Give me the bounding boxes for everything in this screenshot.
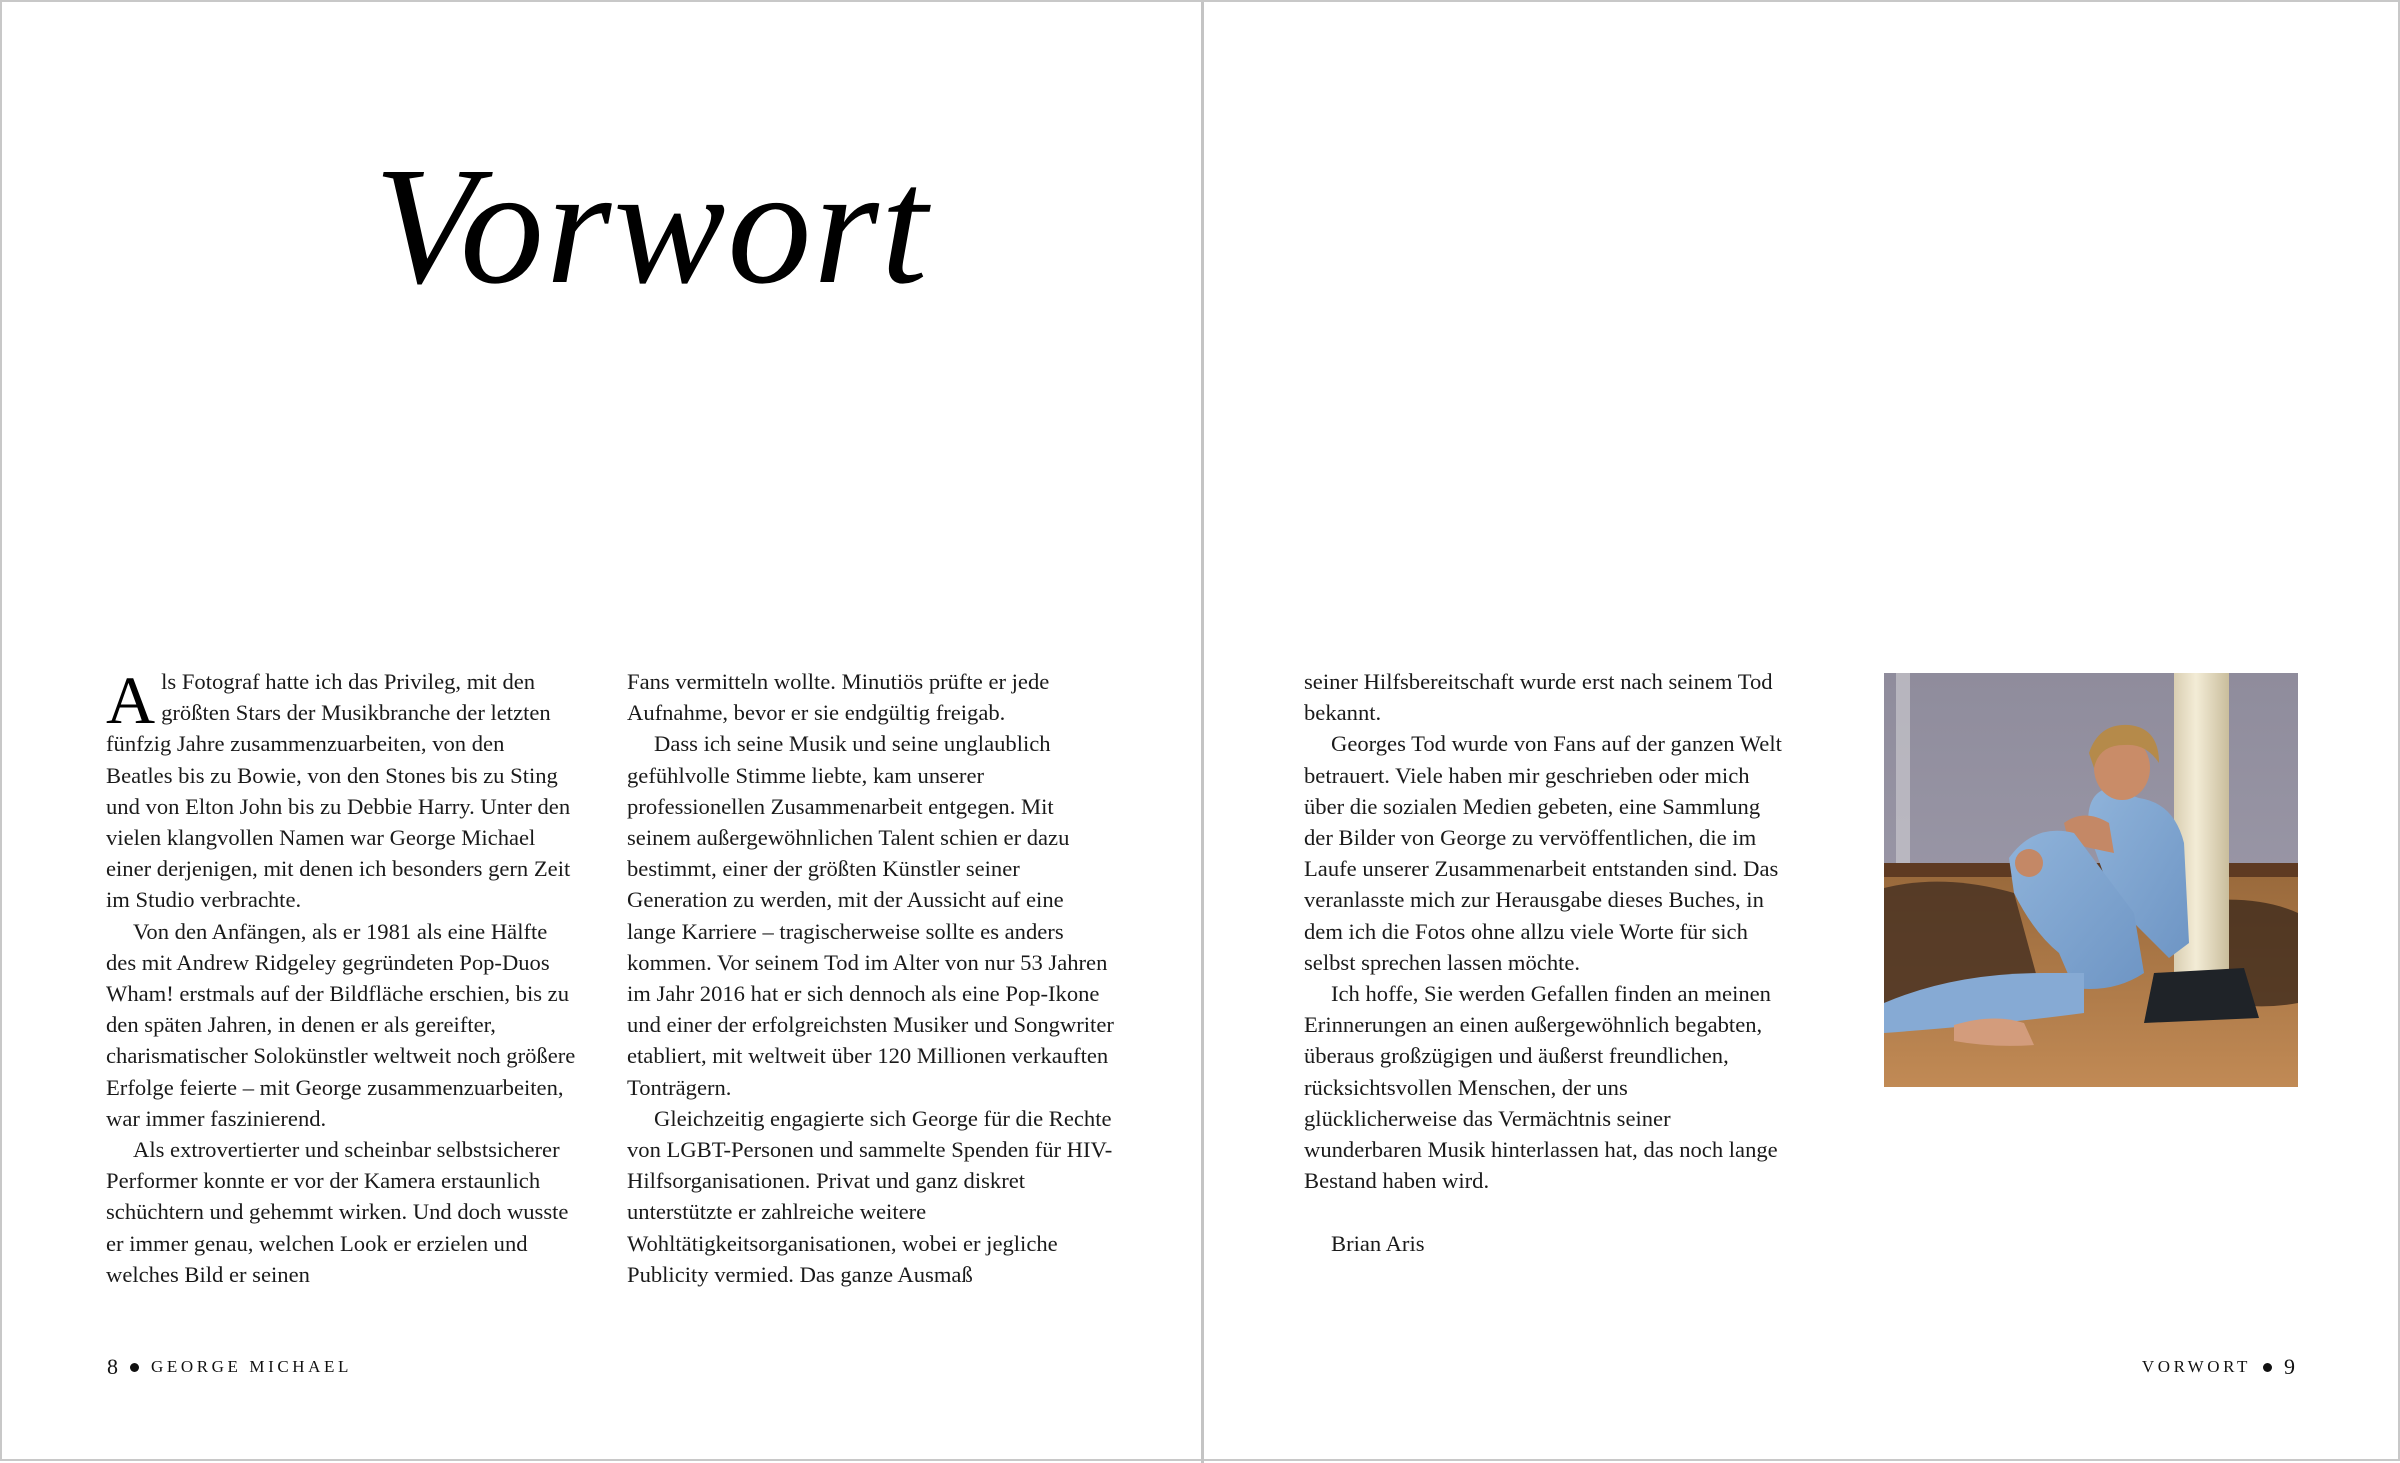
photo-illustration	[1884, 673, 2298, 1087]
folio-left	[107, 1354, 352, 1380]
page-number: 9	[2284, 1354, 2295, 1379]
paragraph: Ich hoffe, Sie werden Gefallen finden an meinen Erinnerungen an einen außergewöhnlich begabten, überaus großzügigen und äußerst freundlichen, rücksichtsvollen Menschen, der uns glücklicherweise das Vermächtnis seiner wunderbaren Musik hinterlassen hat, das noch lange Bestand haben wird.	[1304, 981, 1778, 1194]
paragraph: seiner Hilfsbereitschaft wurde erst nach seinem Tod bekannt.	[1304, 669, 1773, 726]
left-page	[2, 2, 1201, 1463]
paragraph: Fans vermitteln wollte. Minutiös prüfte er jede Aufnahme, bevor er sie endgültig freigab.	[627, 669, 1050, 726]
drop-cap: A	[106, 662, 156, 738]
portrait-photo	[1884, 673, 2298, 1087]
paragraph: Als Fotograf hatte ich das Privileg, mit den größten Stars der Musikbranche der letzten fünfzig Jahre zusammenzuarbeiten, von den Beatles bis zu Bowie, von den Stones bis zu Sting und von Elton John bis zu Debbie Harry. Unter den vielen klangvollen Namen war George Michael einer derjenigen, mit denen ich besonders gern Zeit im Studio verbrachte.	[106, 662, 571, 913]
bullet-icon	[2263, 1363, 2272, 1372]
running-head: VORWORT	[2141, 1357, 2251, 1376]
text-column-1	[106, 662, 576, 1290]
author-signature: Brian Aris	[1331, 1230, 1425, 1256]
chapter-title: Vorwort	[374, 133, 930, 319]
bullet-icon	[130, 1363, 139, 1372]
text-column-3	[1304, 666, 1784, 1259]
paragraph: Georges Tod wurde von Fans auf der ganzen Welt betrauert. Viele haben mir geschrieben oder mich über die sozialen Medien gebeten, eine Sammlung der Bilder von George zu vervöffentlichen, die im Laufe unserer Zusammenarbeit entstanden sind. Das veranlasste mich zur Herausgabe dieses Buches, in dem ich die Fotos ohne allzu viele Worte für sich selbst sprechen lassen möchte.	[1304, 731, 1782, 975]
text-column-2	[627, 666, 1117, 1290]
folio-right	[2142, 1354, 2295, 1380]
paragraph: Gleichzeitig engagierte sich George für die Rechte von LGBT-Personen und sammelte Spenden für HIV-Hilfsorganisationen. Privat und ganz diskret unterstützte er zahlreiche weitere Wohltätigkeitsorganisationen, wobei er jegliche Publicity vermied. Das ganze Ausmaß	[627, 1105, 1113, 1287]
paragraph: Als extrovertierter und scheinbar selbstsicherer Performer konnte er vor der Kamera erstaunlich schüchtern und gehemmt wirken. Und doch wusste er immer genau, welchen Look er erzielen und welches Bild er seinen	[106, 1137, 569, 1287]
running-head: GEORGE MICHAEL	[151, 1357, 353, 1376]
paragraph: Dass ich seine Musik und seine unglaublich gefühlvolle Stimme liebte, kam unserer professionellen Zusammenarbeit entgegen. Mit seinem außergewöhnlichen Talent schien er dazu bestimmt, einer der größten Künstler seiner Generation zu werden, mit der Aussicht auf eine lange Karriere – tragischerweise sollte es anders kommen. Vor seinem Tod im Alter von nur 53 Jahren im Jahr 2016 hat er sich dennoch als eine Pop-Ikone und einer der erfolgreichsten Musiker und Songwriter etabliert, mit weltweit über 120 Millionen verkauften Tonträgern.	[627, 731, 1114, 1100]
right-page	[1204, 2, 2400, 1463]
page-number: 8	[107, 1354, 118, 1379]
paragraph: Von den Anfängen, als er 1981 als eine Hälfte des mit Andrew Ridgeley gegründeten Pop-Duos Wham! erstmals auf der Bildfläche erschien, bis zu den späten Jahren, in denen er als gereifter, charismatischer Solokünstler weltweit noch größere Erfolge feierte – mit George zusammenzuarbeiten, war immer faszinierend.	[106, 918, 576, 1131]
